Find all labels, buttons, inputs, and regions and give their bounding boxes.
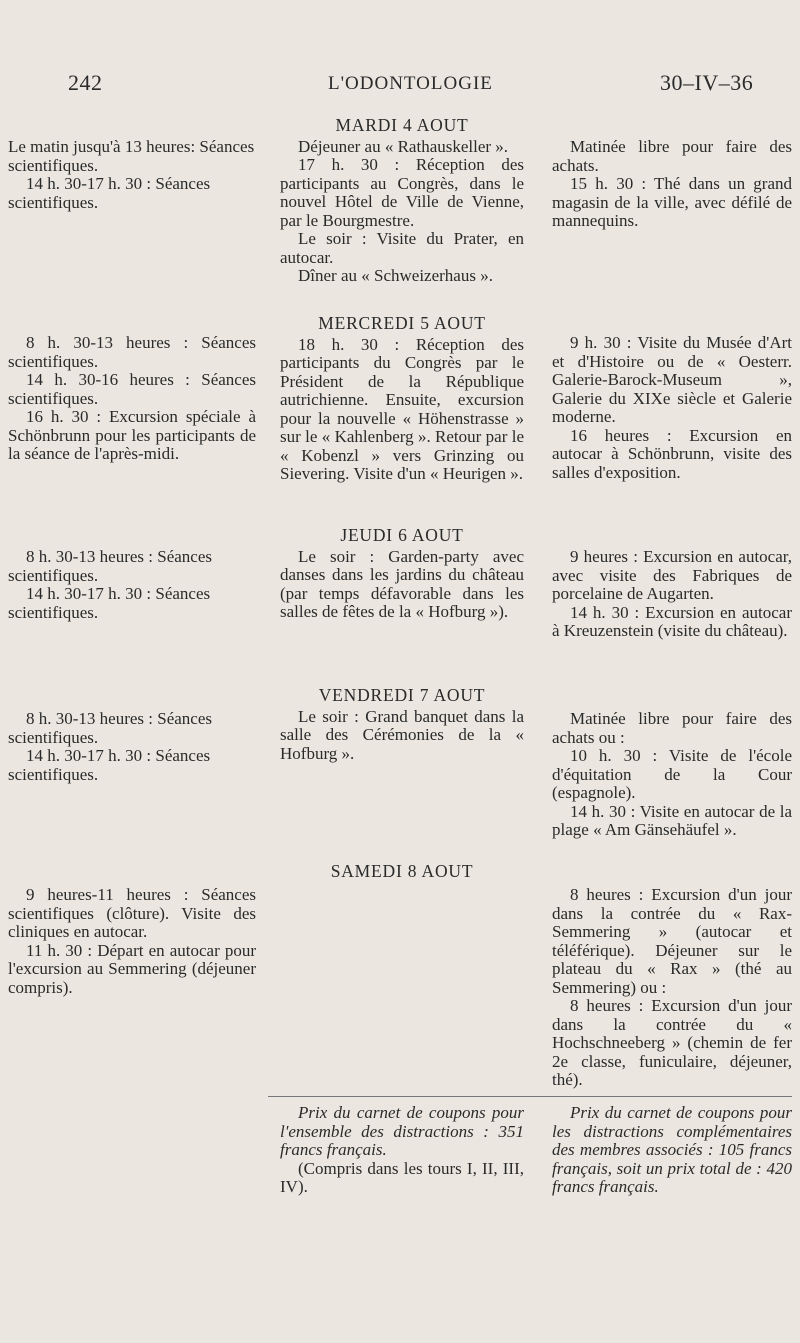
col2-block-saturday: [280, 860, 524, 884]
paragraph: Le soir : Visite du Prater, en autocar.: [280, 229, 524, 267]
day-heading: SAMEDI 8 AOUT: [330, 861, 474, 881]
day-heading: VENDREDI 7 AOUT: [318, 685, 486, 705]
paragraph: 8 heures : Excursion d'un jour dans la contrée du « Hochschneeberg » (chemin de fer 2e classe, funiculaire, déjeuner, thé).: [552, 996, 792, 1089]
col3-block-saturday: [552, 886, 792, 1090]
paragraph: 8 h. 30-13 heures : Séances scientifiques.: [8, 333, 256, 371]
paragraph: 8 h. 30-13 heures : Séances scientifiques.: [8, 709, 213, 747]
col2-block-wednesday: [280, 312, 524, 484]
paragraph: Le soir : Garden-party avec danses dans les jardins du château (par temps défavorable dans les salles de fêtes de la « Hofburg »).: [280, 546, 524, 621]
col1-block-thursday: [8, 548, 256, 622]
paragraph: 18 h. 30 : Réception des participants du Congrès par le Président de la République autrichienne. Ensuite, excursion pour la nouvelle « Höhenstrasse » sur le « Kahlenberg ». Retour par le « Kobenzl » vers Grinzing ou Sievering. Visite d'un « Heurigen ».: [280, 334, 524, 483]
issue-date: 30–IV–36: [660, 70, 754, 95]
paragraph: 16 heures : Excursion en autocar à Schönbrunn, visite des salles d'exposition.: [552, 425, 792, 482]
paragraph: 15 h. 30 : Thé dans un grand magasin de la ville, avec défilé de mannequins.: [552, 174, 792, 230]
paragraph: 16 h. 30 : Excursion spéciale à Schönbrunn pour les participants de la séance de l'après-midi.: [8, 407, 256, 463]
paragraph: 14 h. 30 : Excursion en autocar à Kreuzenstein (visite du château).: [552, 602, 792, 640]
day-heading: JEUDI 6 AOUT: [340, 525, 464, 545]
paragraph: 9 heures-11 heures : Séances scientifiques (clôture). Visite des cliniques en autocar.: [8, 885, 256, 941]
col3-block-wednesday: [552, 334, 792, 482]
paragraph: 9 heures : Excursion en autocar, avec visite des Fabriques de porcelaine de Augarten.: [552, 547, 792, 603]
day-heading: MARDI 4 AOUT: [335, 115, 469, 135]
paragraph: 9 h. 30 : Visite du Musée d'Art et d'Histoire ou de « Oesterr. Galerie-Barock-Museum », Galerie du XIXe siècle et Galerie moderne.: [552, 333, 792, 426]
paragraph: 17 h. 30 : Réception des participants au Congrès, dans le nouvel Hôtel de Ville de Vienne, par le Bourgmestre.: [280, 155, 524, 230]
col2-block-friday: [280, 684, 524, 763]
day-heading: MERCREDI 5 AOUT: [318, 313, 486, 333]
col2-block-thursday: [280, 524, 524, 622]
paragraph: 11 h. 30 : Départ en autocar pour l'excursion au Semmering (déjeuner compris).: [8, 940, 256, 997]
paragraph: 14 h. 30 : Visite en autocar de la plage « Am Gänsehäufel ».: [552, 801, 792, 839]
paragraph: Prix du carnet de coupons pour les distractions complémentaires des membres associés : 105 francs français, soit un prix total de : 420 francs français.: [552, 1103, 792, 1196]
paragraph: 14 h. 30-17 h. 30 : Séances scientifiques.: [8, 584, 211, 622]
paragraph: Matinée libre pour faire des achats ou :: [552, 709, 792, 747]
paragraph: Le matin jusqu'à 13 heures: Séances scientifiques.: [8, 137, 255, 175]
divider-rule: [268, 1096, 792, 1097]
paragraph: Prix du carnet de coupons pour l'ensemble des distractions : 351 francs français.: [280, 1103, 524, 1159]
paragraph: (Compris dans les tours I, II, III, IV).: [280, 1158, 524, 1196]
col1-block-tuesday: [8, 138, 256, 212]
paragraph: 14 h. 30-16 heures : Séances scientifiques.: [8, 370, 256, 408]
paragraph: 14 h. 30-17 h. 30 : Séances scientifiques.: [8, 746, 211, 784]
col1-block-friday: [8, 710, 256, 784]
paragraph: 8 heures : Excursion d'un jour dans la contrée du « Rax-Semmering » (autocar et téléférique). Déjeuner sur le plateau du « Rax » (thé au Semmering) ou :: [552, 885, 792, 997]
paragraph: 8 h. 30-13 heures : Séances scientifiques.: [8, 547, 213, 585]
col1-block-wednesday: [8, 334, 256, 464]
paragraph: Le soir : Grand banquet dans la salle des Cérémonies de la « Hofburg ».: [280, 706, 524, 763]
paragraph: Déjeuner au « Rathauskeller ».: [298, 136, 509, 156]
col3-block-friday: [552, 710, 792, 840]
running-title: L'ODONTOLOGIE: [328, 73, 493, 94]
page-number: 242: [68, 70, 103, 95]
paragraph: Dîner au « Schweizerhaus ».: [298, 266, 493, 285]
price-note-col2: [280, 1104, 524, 1197]
col3-block-tuesday: [552, 138, 792, 231]
col3-block-thursday: [552, 548, 792, 641]
col1-block-saturday: [8, 886, 256, 997]
paragraph: 10 h. 30 : Visite de l'école d'équitation de la Cour (espagnole).: [552, 746, 792, 802]
price-note-col3: [552, 1104, 792, 1197]
paragraph: 14 h. 30-17 h. 30 : Séances scientifiques.: [8, 174, 211, 212]
col2-block-tuesday: [280, 114, 524, 286]
paragraph: Matinée libre pour faire des achats.: [552, 137, 792, 175]
